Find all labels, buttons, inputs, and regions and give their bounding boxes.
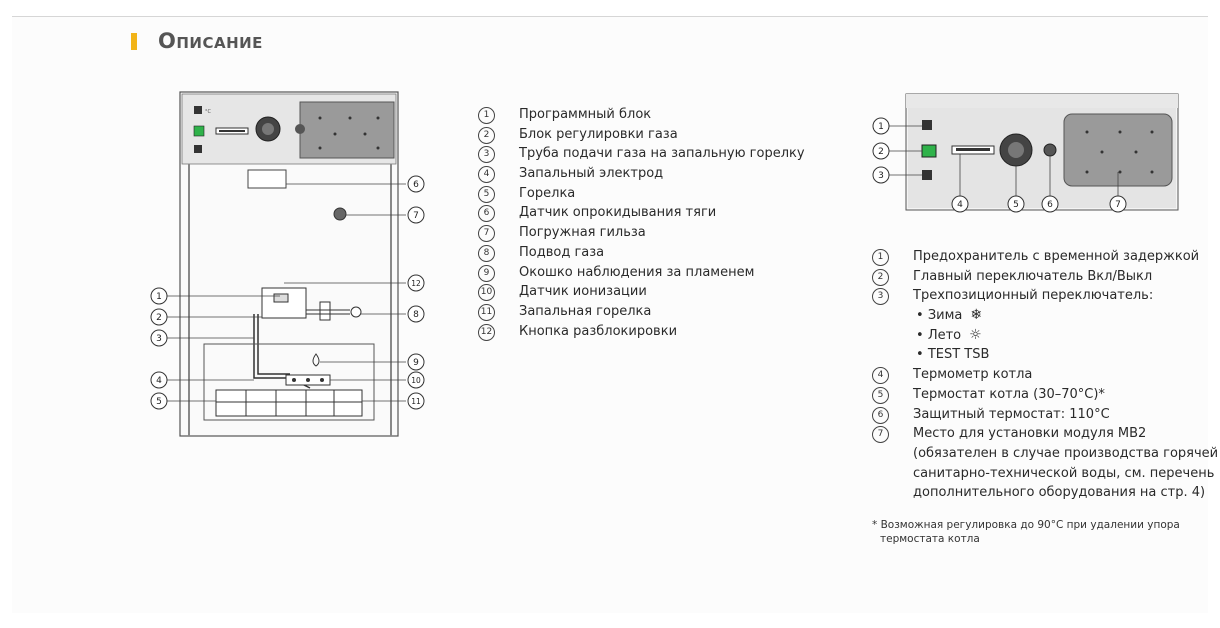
panel-callout-5: 5	[1013, 200, 1019, 210]
list-item-text: Зима	[927, 308, 963, 324]
list-item	[478, 243, 805, 263]
list-continuation	[872, 444, 1218, 464]
callout-1: 1	[156, 292, 162, 302]
list-number: 2	[478, 127, 495, 144]
list-item-text: Предохранитель с временной задержкой	[913, 249, 1200, 264]
callout-7: 7	[413, 211, 419, 221]
callout-12: 12	[411, 279, 421, 288]
list-item	[478, 203, 805, 223]
list-item-text: Горелка	[519, 185, 576, 201]
page-title: Описание	[158, 29, 263, 53]
list-number: 6	[872, 407, 889, 424]
list-number: 11	[478, 304, 495, 321]
panel-callout-7: 7	[1115, 200, 1121, 210]
panel-callout-3: 3	[878, 171, 884, 181]
list-item	[478, 125, 805, 145]
list-item-text: Термометр котла	[913, 367, 1033, 383]
footnote	[872, 518, 1180, 546]
list-subitem	[872, 345, 1218, 365]
list-subitem	[872, 306, 1218, 326]
list-number: 1	[872, 249, 889, 266]
snowflake-icon: ❄	[970, 307, 983, 324]
callout-11: 11	[411, 397, 421, 406]
control-panel-list	[872, 247, 1218, 503]
list-item-text: Трехпозиционный переключатель:	[913, 288, 1154, 304]
list-number: 7	[872, 426, 889, 443]
list-item	[872, 385, 1218, 405]
boiler-diagram	[150, 88, 440, 448]
callout-6: 6	[413, 180, 419, 190]
list-item-text: Термостат котла (30–70°C)*	[913, 386, 1105, 402]
list-item-text: Программный блок	[519, 107, 652, 122]
list-item-text: Датчик ионизации	[519, 284, 647, 300]
list-item	[872, 424, 1218, 444]
list-number: 10	[478, 284, 495, 301]
list-item	[872, 286, 1218, 306]
list-item-text: TEST TSB	[927, 347, 990, 363]
footnote-line: * Возможная регулировка до 90°C при удалении упора	[872, 519, 1180, 531]
panel-callout-2: 2	[878, 147, 884, 157]
component-list	[478, 105, 805, 341]
list-continuation	[872, 464, 1218, 484]
list-item	[872, 267, 1218, 287]
list-item-text: Запальная горелка	[519, 303, 652, 319]
footnote-line: термостата котла	[880, 533, 980, 545]
list-item-text: Кнопка разблокировки	[519, 323, 678, 339]
callout-2: 2	[156, 313, 162, 323]
list-item	[872, 247, 1218, 267]
list-item-text: Труба подачи газа на запальную горелку	[519, 146, 805, 162]
list-item	[478, 322, 805, 342]
list-item-text: Место для установки модуля MB2	[913, 426, 1147, 442]
bullet: •	[916, 347, 924, 363]
bullet: •	[916, 327, 924, 343]
sun-icon: ☼	[969, 326, 982, 343]
list-number: 5	[478, 186, 495, 203]
list-item-text: санитарно-технической воды, см. перечень	[913, 465, 1215, 481]
callout-10: 10	[411, 376, 421, 385]
list-item	[478, 282, 805, 302]
list-number: 3	[478, 146, 495, 163]
list-item	[478, 223, 805, 243]
list-item-text: дополнительного оборудования на стр. 4)	[913, 485, 1206, 501]
list-item-text: Погружная гильза	[519, 225, 646, 241]
list-number: 8	[478, 245, 495, 262]
list-number: 6	[478, 205, 495, 222]
callout-3: 3	[156, 334, 162, 344]
panel-callout-4: 4	[957, 200, 963, 210]
list-item-text: Защитный термостат: 110°C	[913, 406, 1110, 422]
bullet: •	[916, 308, 924, 324]
list-item-text: Запальный электрод	[519, 166, 664, 182]
list-item-text: Блок регулировки газа	[519, 126, 678, 142]
callout-4: 4	[156, 376, 162, 386]
list-number: 3	[872, 288, 889, 305]
list-item	[478, 263, 805, 283]
list-item	[478, 144, 805, 164]
callout-8: 8	[413, 310, 419, 320]
header-accent-bar	[131, 33, 137, 50]
list-number: 4	[872, 367, 889, 384]
list-item	[872, 405, 1218, 425]
list-item	[478, 302, 805, 322]
panel-unit-label: °C	[205, 109, 211, 115]
panel-callout-1: 1	[878, 122, 884, 132]
list-subitem	[872, 326, 1218, 346]
list-item	[478, 164, 805, 184]
list-number: 9	[478, 265, 495, 282]
list-item	[478, 105, 805, 125]
callout-9: 9	[413, 358, 419, 368]
list-number: 7	[478, 225, 495, 242]
list-item-text: Лето	[927, 327, 962, 343]
list-number: 2	[872, 269, 889, 286]
list-number: 4	[478, 166, 495, 183]
list-item-text: Датчик опрокидывания тяги	[519, 205, 717, 221]
list-number: 5	[872, 387, 889, 404]
panel-callout-6: 6	[1047, 200, 1053, 210]
list-item-text: Окошко наблюдения за пламенем	[519, 264, 755, 280]
callout-5: 5	[156, 397, 162, 407]
list-number: 1	[478, 107, 495, 124]
list-item-text: Главный переключатель Вкл/Выкл	[913, 268, 1153, 284]
list-item	[872, 365, 1218, 385]
control-panel-diagram	[872, 92, 1182, 218]
list-item-text: Подвод газа	[519, 244, 605, 260]
list-continuation	[872, 483, 1218, 503]
list-item-text: (обязателен в случае производства горячей	[913, 445, 1219, 461]
list-number: 12	[478, 324, 495, 341]
list-item	[478, 184, 805, 204]
